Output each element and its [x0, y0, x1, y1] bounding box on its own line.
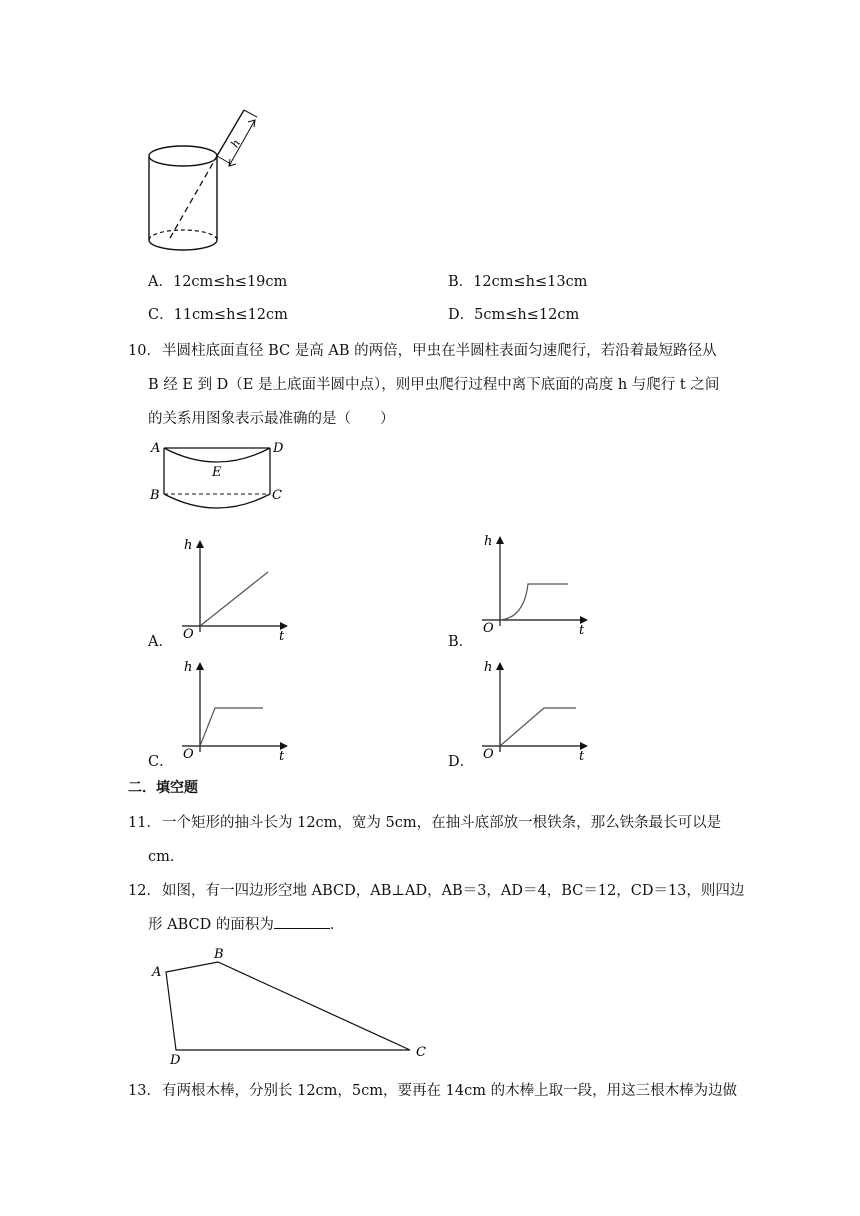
q9-option-b[interactable] — [448, 270, 587, 291]
section-title: 二．填空题 — [128, 780, 198, 796]
cylinder-bottom-back — [149, 230, 217, 240]
q11-line2: cm． — [148, 849, 185, 865]
h-ext-top — [244, 110, 257, 117]
q10-option-b-label[interactable]: B． — [448, 634, 474, 650]
origin-label: O — [483, 747, 494, 762]
q10-graph-c[interactable] — [178, 656, 293, 766]
label-a: A — [151, 441, 161, 456]
q9-option-c[interactable] — [148, 303, 288, 324]
cylinder-bottom-front — [149, 240, 217, 250]
q10-graph-b[interactable] — [478, 530, 593, 640]
cylinder-top — [149, 146, 217, 166]
graph-curve — [500, 584, 568, 620]
option-text: 5cm≤h≤12cm — [474, 307, 580, 323]
label-d: D — [273, 441, 284, 456]
q10-number: 10． — [128, 343, 161, 359]
axis-h-label: h — [484, 534, 493, 549]
q10-half-cylinder-figure — [148, 436, 298, 518]
stick-inside — [170, 156, 217, 238]
q9-cylinder-figure — [140, 108, 270, 256]
option-text: 11cm≤h≤12cm — [173, 307, 288, 323]
q12-line2-end: ． — [329, 917, 345, 933]
label-c: C — [416, 1045, 426, 1060]
q11-number: 11． — [128, 815, 161, 831]
bottom-semicircle — [164, 494, 270, 508]
q10-graph-d[interactable] — [478, 656, 593, 766]
quadrilateral-abcd — [166, 962, 410, 1050]
axis-t-label: t — [279, 629, 285, 644]
label-e: E — [212, 465, 222, 480]
q10-line2: B 经 E 到 D（E 是上底面半圆中点），则甲虫爬行过程中离下底面的高度 h 与爬行 t 之间 — [148, 377, 720, 393]
graph-curve — [200, 708, 263, 746]
h-ext-bottom — [217, 156, 231, 164]
option-letter: B． — [448, 274, 474, 290]
option-letter: A． — [148, 274, 173, 290]
origin-label: O — [483, 621, 494, 636]
label-a: A — [152, 965, 162, 980]
axis-t-label: t — [279, 749, 285, 764]
q12-quadrilateral-figure — [148, 944, 438, 1066]
y-axis-arrow — [496, 662, 504, 670]
q13-line1: 有两根木棒，分别长 12cm，5cm，要再在 14cm 的木棒上取一段，用这三根木棒为边做 — [162, 1083, 738, 1099]
q12-line2-text: 形 ABCD 的面积为 — [148, 917, 274, 933]
option-letter: D． — [448, 307, 475, 323]
option-text: 12cm≤h≤13cm — [473, 274, 588, 290]
q10-option-c-label[interactable]: C． — [148, 754, 174, 770]
answer-blank[interactable] — [274, 914, 330, 929]
q10-line1: 半圆柱底面直径 BC 是高 AB 的两倍，甲虫在半圆柱表面匀速爬行，若沿着最短路径从 — [162, 343, 717, 359]
axis-t-label: t — [579, 749, 585, 764]
q12-line1: 如图，有一四边形空地 ABCD，AB⊥AD，AB＝3，AD＝4，BC＝12，CD＝13，则四边 — [162, 883, 745, 899]
q10-option-d-label[interactable]: D． — [448, 754, 475, 770]
q13-number: 13． — [128, 1083, 161, 1099]
q10-option-a-label[interactable]: A． — [148, 634, 173, 650]
label-b: B — [150, 488, 160, 503]
y-axis-arrow — [196, 662, 204, 670]
q9-option-d[interactable] — [448, 303, 579, 324]
y-axis-arrow — [496, 536, 504, 544]
option-letter: C． — [148, 307, 174, 323]
option-text: 12cm≤h≤19cm — [172, 274, 288, 290]
q12-number: 12． — [128, 883, 161, 899]
axis-h-label: h — [184, 660, 193, 675]
q10-line3: 的关系用图象表示最准确的是（ ） — [148, 411, 395, 427]
axis-t-label: t — [579, 623, 585, 638]
q12-line2 — [148, 913, 344, 934]
q10-graph-a[interactable] — [178, 534, 293, 644]
h-label: h — [228, 137, 244, 150]
q9-option-a[interactable] — [148, 270, 287, 291]
q11-line1: 一个矩形的抽斗长为 12cm，宽为 5cm，在抽斗底部放一根铁条，那么铁条最长可以是 — [162, 815, 722, 831]
axis-h-label: h — [484, 660, 493, 675]
label-d: D — [170, 1053, 181, 1066]
graph-curve — [500, 708, 576, 746]
label-b: B — [214, 947, 224, 962]
y-axis-arrow — [196, 540, 204, 548]
label-c: C — [272, 488, 282, 503]
axis-h-label: h — [184, 538, 193, 553]
origin-label: O — [183, 627, 194, 642]
graph-curve — [200, 572, 268, 626]
origin-label: O — [183, 747, 194, 762]
top-semicircle — [164, 448, 270, 462]
